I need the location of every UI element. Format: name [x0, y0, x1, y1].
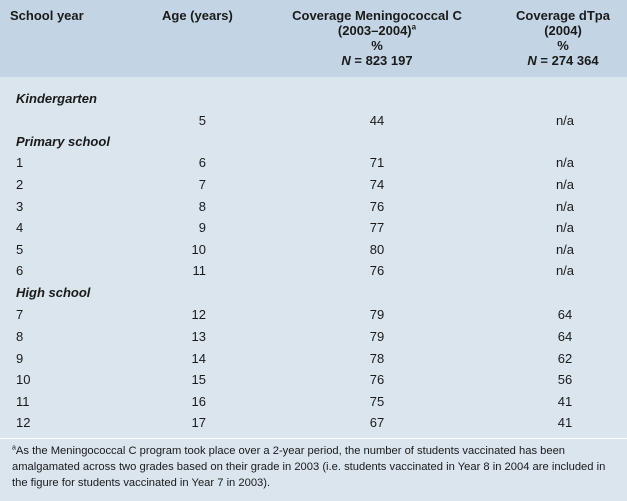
cell-dtpa: n/a	[555, 199, 575, 214]
header-menc-n-line	[282, 53, 472, 68]
cell-dtpa: n/a	[555, 177, 575, 192]
table-row	[0, 217, 627, 239]
table-row	[0, 174, 627, 196]
cell-menc: 76	[369, 263, 385, 278]
cell-age: 17	[191, 415, 206, 430]
header-menc-period: (2003–2004)	[337, 23, 412, 38]
cell-menc: 74	[369, 177, 385, 192]
header-dtpa-n-line	[508, 53, 618, 68]
cell-dtpa: 56	[557, 372, 573, 387]
cell-school-year: 10	[16, 372, 31, 387]
cell-menc: 78	[369, 351, 385, 366]
cell-menc: 44	[369, 113, 385, 128]
cell-dtpa: 64	[557, 307, 573, 322]
section-row-primary-school	[0, 131, 627, 153]
header-dtpa-coverage	[508, 8, 618, 68]
header-menc-footnote-marker: a	[411, 22, 417, 32]
cell-dtpa: 64	[557, 329, 573, 344]
table-row	[0, 239, 627, 261]
cell-dtpa: n/a	[555, 220, 575, 235]
cell-school-year: 11	[16, 394, 30, 409]
cell-age: 14	[191, 351, 206, 366]
cell-dtpa: n/a	[555, 113, 575, 128]
header-age: Age (years)	[162, 8, 233, 23]
cell-menc: 76	[369, 372, 385, 387]
header-meningococcal-coverage	[282, 8, 472, 68]
cell-school-year: 9	[16, 351, 24, 366]
cell-menc: 71	[369, 155, 385, 170]
header-menc-period-line	[282, 23, 472, 38]
cell-dtpa: 41	[557, 415, 573, 430]
cell-school-year: 7	[16, 307, 24, 322]
cell-menc: 79	[369, 329, 385, 344]
header-dtpa-period: (2004)	[544, 23, 582, 38]
cell-menc: 77	[369, 220, 385, 235]
table-row	[0, 196, 627, 218]
cell-menc: 67	[369, 415, 385, 430]
table-row	[0, 110, 627, 132]
cell-age: 5	[198, 113, 206, 128]
cell-dtpa: n/a	[555, 155, 575, 170]
cell-school-year: 2	[16, 177, 24, 192]
footnote-marker: a	[12, 444, 16, 452]
cell-age: 7	[198, 177, 206, 192]
cell-menc: 80	[369, 242, 385, 257]
table-row	[0, 152, 627, 174]
table-header	[0, 0, 627, 77]
header-menc-unit: %	[371, 38, 383, 53]
cell-age: 10	[191, 242, 206, 257]
table-row	[0, 260, 627, 282]
cell-school-year: 1	[16, 155, 24, 170]
cell-dtpa: 62	[557, 351, 573, 366]
header-dtpa-n-value: = 274 364	[536, 53, 599, 68]
table-row	[0, 391, 627, 413]
cell-school-year: 4	[16, 220, 24, 235]
cell-age: 16	[191, 394, 206, 409]
cell-age: 13	[191, 329, 206, 344]
table-footnote	[12, 443, 620, 491]
table-row	[0, 412, 627, 434]
header-school-year: School year	[10, 8, 84, 23]
header-dtpa-unit: %	[557, 38, 569, 53]
section-row-kindergarten	[0, 88, 627, 110]
header-dtpa-title: Coverage dTpa	[516, 8, 610, 23]
header-menc-n-label: N	[341, 53, 351, 68]
cell-age: 12	[191, 307, 206, 322]
cell-school-year: 12	[16, 415, 31, 430]
cell-age: 11	[192, 263, 206, 278]
header-menc-title: Coverage Meningococcal C	[292, 8, 462, 23]
cell-dtpa: n/a	[555, 263, 575, 278]
cell-menc: 75	[369, 394, 385, 409]
cell-menc: 79	[369, 307, 385, 322]
cell-age: 6	[198, 155, 206, 170]
cell-dtpa: 41	[557, 394, 573, 409]
cell-school-year: 6	[16, 263, 24, 278]
cell-age: 9	[198, 220, 206, 235]
header-menc-n-value: = 823 197	[350, 53, 413, 68]
cell-school-year: 3	[16, 199, 24, 214]
header-dtpa-n-label: N	[527, 53, 537, 68]
cell-age: 15	[191, 372, 206, 387]
section-label: Kindergarten	[16, 91, 97, 106]
cell-school-year: 5	[16, 242, 24, 257]
table-row	[0, 326, 627, 348]
table-row	[0, 369, 627, 391]
cell-age: 8	[198, 199, 206, 214]
table-row	[0, 304, 627, 326]
section-row-high-school	[0, 282, 627, 304]
table-row	[0, 348, 627, 370]
section-label: Primary school	[16, 134, 110, 149]
cell-dtpa: n/a	[555, 242, 575, 257]
section-label: High school	[16, 285, 91, 300]
footnote-text: As the Meningococcal C program took place over a 2-year period, the number of students vaccinated has been amalgamated across two grades based on their grade in 2003 (i.e. students vaccinated in Year 8 in 2004 are included in the figure for students vaccinated in Year 7 in 2003).	[12, 445, 606, 489]
footnote-divider	[0, 438, 627, 439]
cell-school-year: 8	[16, 329, 24, 344]
cell-menc: 76	[369, 199, 385, 214]
